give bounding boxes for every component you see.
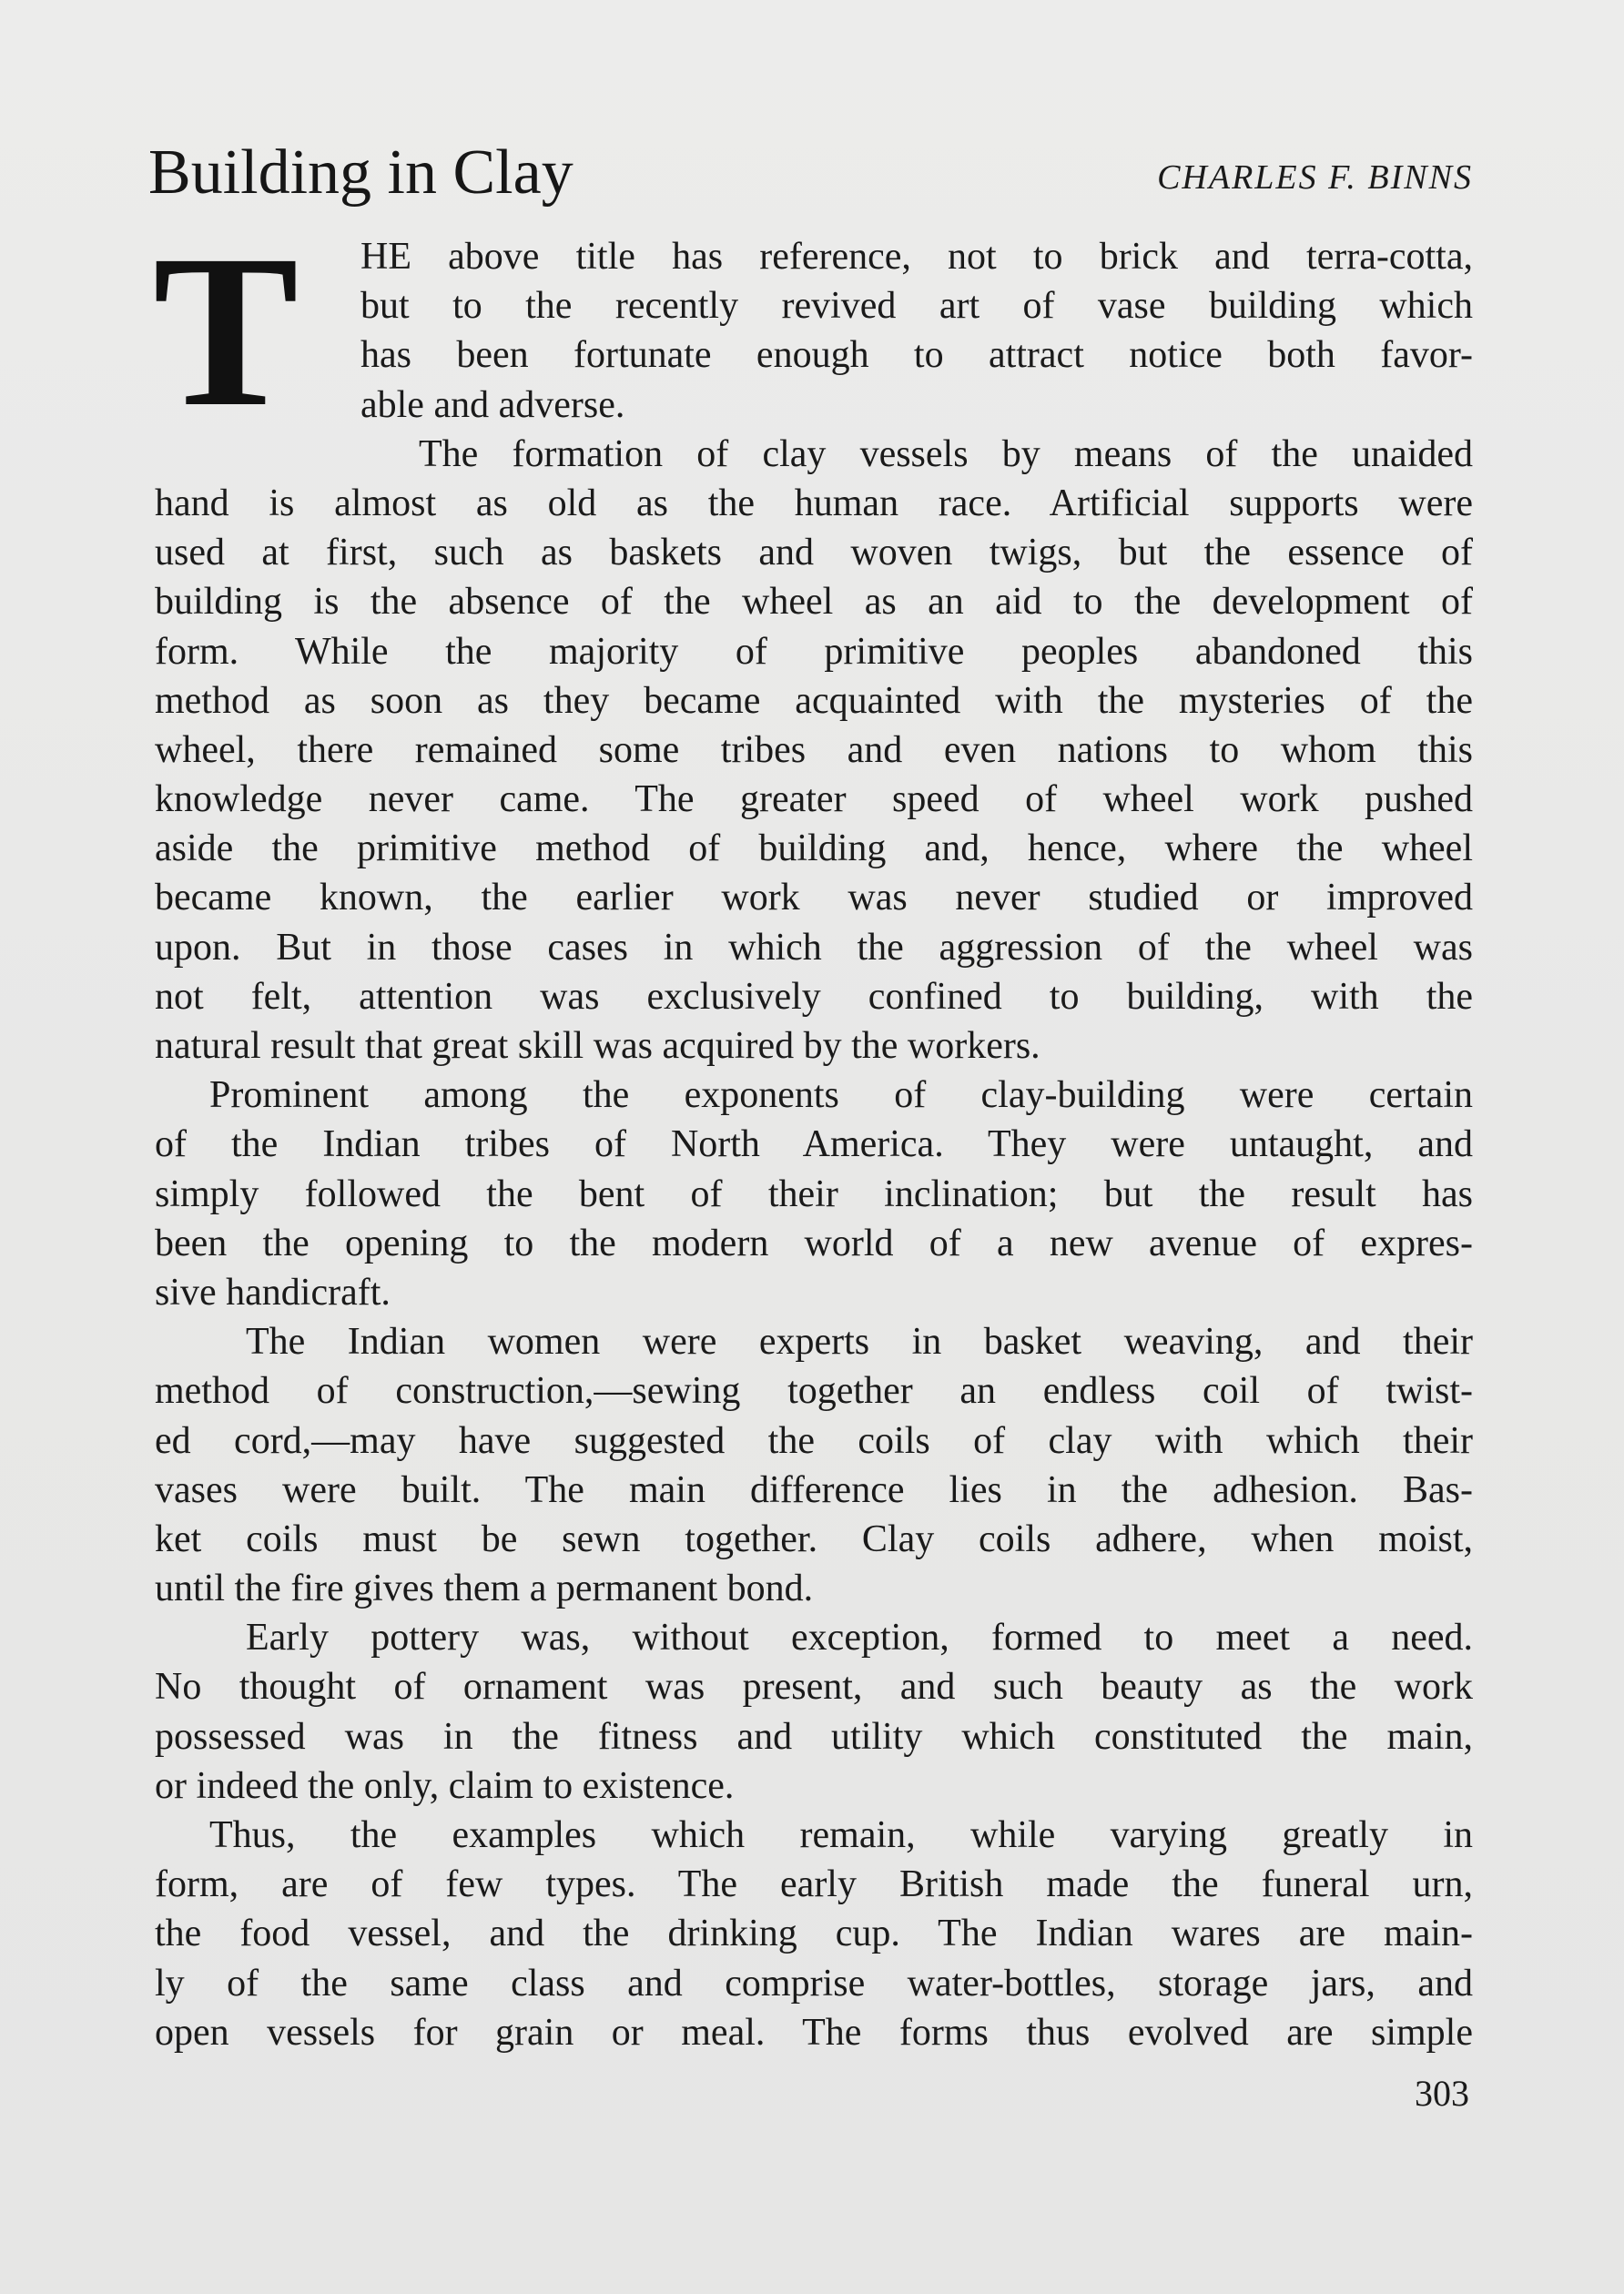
text-line: knowledge never came. The greater speed of wheel work pushed [155, 778, 1473, 821]
text-line: No thought of ornament was present, and such beauty as the work [155, 1666, 1473, 1709]
text-line: building is the absence of the wheel as an aid to the development of [155, 581, 1473, 624]
text-line: used at first, such as baskets and woven twigs, but the essence of [155, 532, 1473, 574]
text-line: has been fortunate enough to attract notice both favor- [360, 334, 1473, 377]
article-title: Building in Clay [148, 137, 573, 208]
author-name: CHARLES F. BINNS [1157, 158, 1473, 197]
text-line: Thus, the examples which remain, while varying greatly in [209, 1814, 1473, 1856]
text-line: natural result that great skill was acquired by the workers. [155, 1025, 1040, 1067]
text-line: ly of the same class and comprise water-bottles, storage jars, and [155, 1962, 1473, 2005]
text-line: HE above title has reference, not to brick and terra-cotta, [360, 236, 1473, 278]
text-line: but to the recently revived art of vase building which [360, 285, 1473, 328]
text-line: wheel, there remained some tribes and even nations to whom this [155, 728, 1473, 771]
text-line: Early pottery was, without exception, formed to meet a need. [246, 1617, 1473, 1660]
text-line: method as soon as they became acquainted with the mysteries of the [155, 679, 1473, 722]
text-line: sive handicraft. [155, 1271, 391, 1314]
text-line: upon. But in those cases in which the aggression of the wheel was [155, 926, 1473, 969]
text-line: been the opening to the modern world of a new avenue of expres- [155, 1222, 1473, 1264]
article-body [153, 209, 1473, 2057]
text-line: Prominent among the exponents of clay-building were certain [209, 1074, 1473, 1117]
text-line: ed cord,—may have suggested the coils of clay with which their [155, 1419, 1473, 1462]
text-line: The Indian women were experts in basket weaving, and their [246, 1321, 1473, 1364]
page-number: 303 [1415, 2073, 1469, 2114]
text-line: became known, the earlier work was never studied or improved [155, 877, 1473, 919]
text-line: vases were built. The main difference lies in the adhesion. Bas- [155, 1468, 1473, 1511]
text-line: aside the primitive method of building and, hence, where the wheel [155, 827, 1473, 870]
text-line: method of construction,—sewing together an endless coil of twist- [155, 1370, 1473, 1413]
text-line: possessed was in the fitness and utility which constituted the main, [155, 1715, 1473, 1758]
drop-cap: T [153, 209, 299, 452]
text-line: form. While the majority of primitive peoples abandoned this [155, 630, 1473, 673]
text-line: form, are of few types. The early British made the funeral urn, [155, 1863, 1473, 1906]
header [148, 137, 1473, 218]
text-line: of the Indian tribes of North America. They were untaught, and [155, 1123, 1473, 1166]
text-line: or indeed the only, claim to existence. [155, 1764, 735, 1807]
text-line: The formation of clay vessels by means of the unaided [419, 432, 1473, 475]
text-line: the food vessel, and the drinking cup. The Indian wares are main- [155, 1913, 1473, 1955]
text-line: hand is almost as old as the human race. Artificial supports were [155, 482, 1473, 524]
text-line: able and adverse. [360, 383, 625, 426]
text-line: simply followed the bent of their inclination; but the result has [155, 1172, 1473, 1215]
text-line: open vessels for grain or meal. The forms thus evolved are simple [155, 2011, 1473, 2054]
text-line: ket coils must be sewn together. Clay coils adhere, when moist, [155, 1517, 1473, 1560]
text-line: until the fire gives them a permanent bond. [155, 1568, 814, 1610]
text-line: not felt, attention was exclusively confined to building, with the [155, 975, 1473, 1018]
